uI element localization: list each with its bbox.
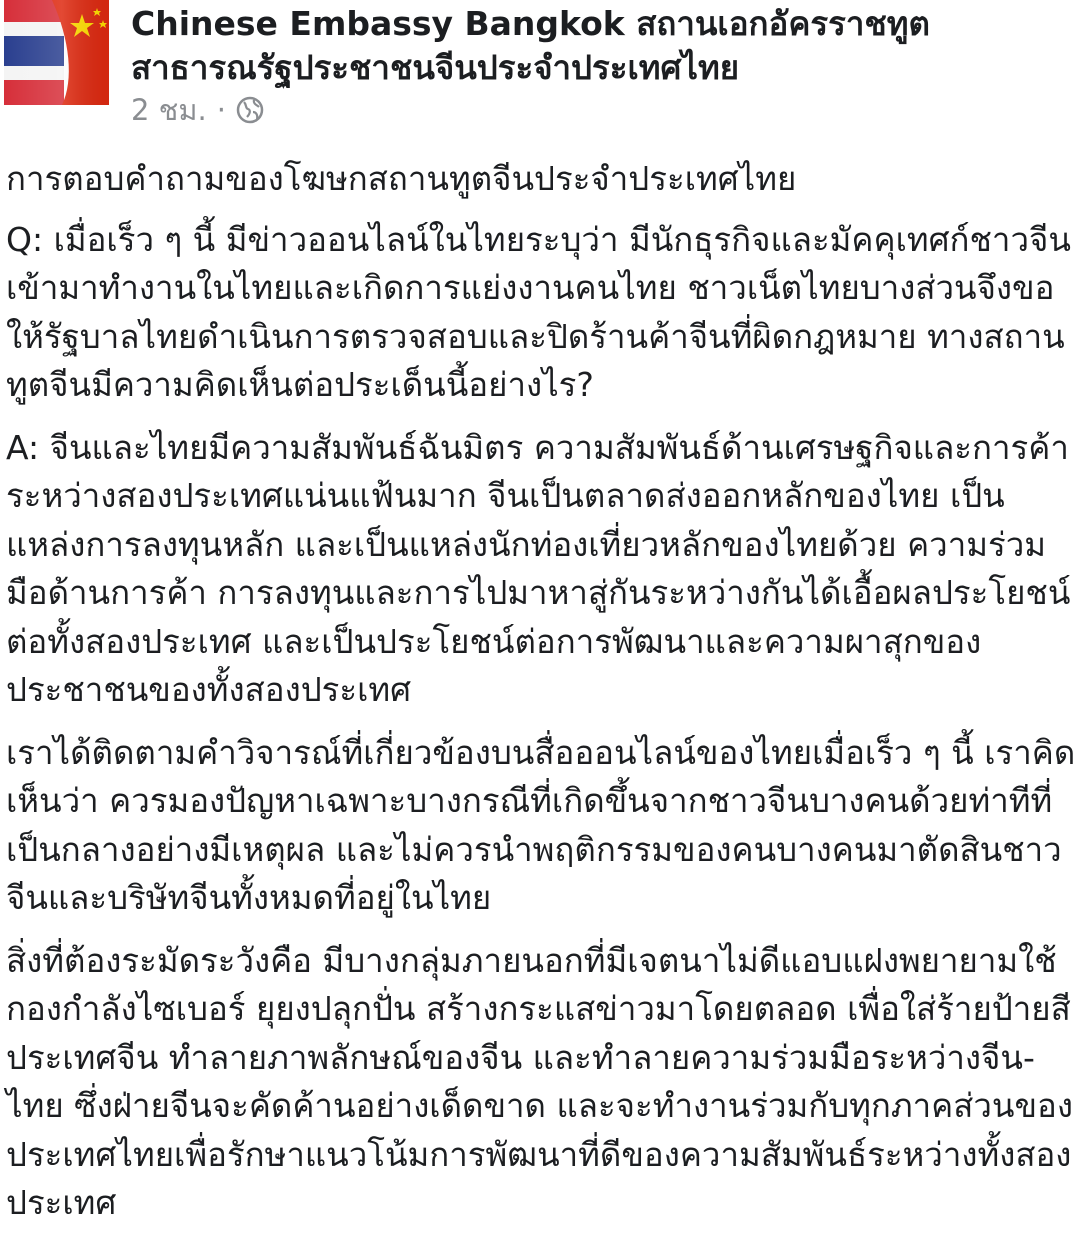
post-header [0, 0, 1080, 140]
post-meta [131, 92, 264, 128]
post-paragraph-question: Q: เมื่อเร็ว ๆ นี้ มีข่าวออนไลน์ในไทยระบุว่า มีนักธุรกิจและมัคคุเทศก์ชาวจีนเข้ามาทำงานในไทยและเกิดการแย่งงานคนไทย ชาวเน็ตไทยบางส่วนจึงขอให้รัฐบาลไทยดำเนินการตรวจสอบและปิดร้านค้าจีนที่ผิดกฎหมาย ทางสถานทูตจีนมีความคิดเห็นต่อประเด็นนี้อย่างไร? [6, 219, 1071, 404]
post-timestamp[interactable]: 2 ชม. [131, 93, 207, 127]
flag-avatar-icon [4, 0, 109, 105]
post-paragraph-comments: เราได้ติดตามคำวิจารณ์ที่เกี่ยวข้องบนสื่อออนไลน์ของไทยเมื่อเร็ว ๆ นี้ เราคิดเห็นว่า ควรมองปัญหาเฉพาะบางกรณีที่เกิดขึ้นจากชาวจีนบางคนด้วยท่าทีที่เป็นกลางอย่างมีเหตุผล และไม่ควรนำพฤติกรรมของคนบางคนมาตัดสินชาวจีนและบริษัทจีนทั้งหมดที่อยู่ในไทย [6, 732, 1076, 917]
post-paragraph-answer: A: จีนและไทยมีความสัมพันธ์ฉันมิตร ความสัมพันธ์ด้านเศรษฐกิจและการค้าระหว่างสองประเทศแน่นแฟ้นมาก จีนเป็นตลาดส่งออกหลักของไทย เป็นแหล่งการลงทุนหลัก และเป็นแหล่งนักท่องเที่ยวหลักของไทยด้วย ความร่วมมือด้านการค้า การลงทุนและการไปมาหาสู่กันระหว่างกันได้เอื้อผลประโยชน์ต่อทั้งสองประเทศ และเป็นประโยชน์ต่อการพัฒนาและความผาสุกของประชาชนของทั้งสองประเทศ [6, 427, 1071, 709]
post-paragraph-title: การตอบคำถามของโฆษกสถานทูตจีนประจำประเทศไทย [6, 159, 797, 198]
page-name-link[interactable]: Chinese Embassy Bangkok สถานเอกอัครราชทูตสาธารณรัฐประชาชนจีนประจำประเทศไทย [131, 4, 930, 87]
meta-separator: · [216, 93, 226, 127]
post-paragraph-warning: สิ่งที่ต้องระมัดระวังคือ มีบางกลุ่มภายนอกที่มีเจตนาไม่ดีแอบแฝงพยายามใช้กองกำลังไซเบอร์ ยุยงปลุกปั่น สร้างกระแสข่าวมาโดยตลอด เพื่อใส่ร้ายป้ายสีประเทศจีน ทำลายภาพลักษณ์ของจีน และทำลายความร่วมมือระหว่างจีน-ไทย ซึ่งฝ่ายจีนจะคัดค้านอย่างเด็ดขาด และจะทำงานร่วมกับทุกภาคส่วนของประเทศไทยเพื่อรักษาแนวโน้มการพัฒนาที่ดีของความสัมพันธ์ระหว่างทั้งสองประเทศ [6, 940, 1073, 1222]
post-body [6, 155, 1080, 1242]
globe-icon[interactable] [236, 96, 264, 124]
page-avatar[interactable] [4, 0, 109, 105]
